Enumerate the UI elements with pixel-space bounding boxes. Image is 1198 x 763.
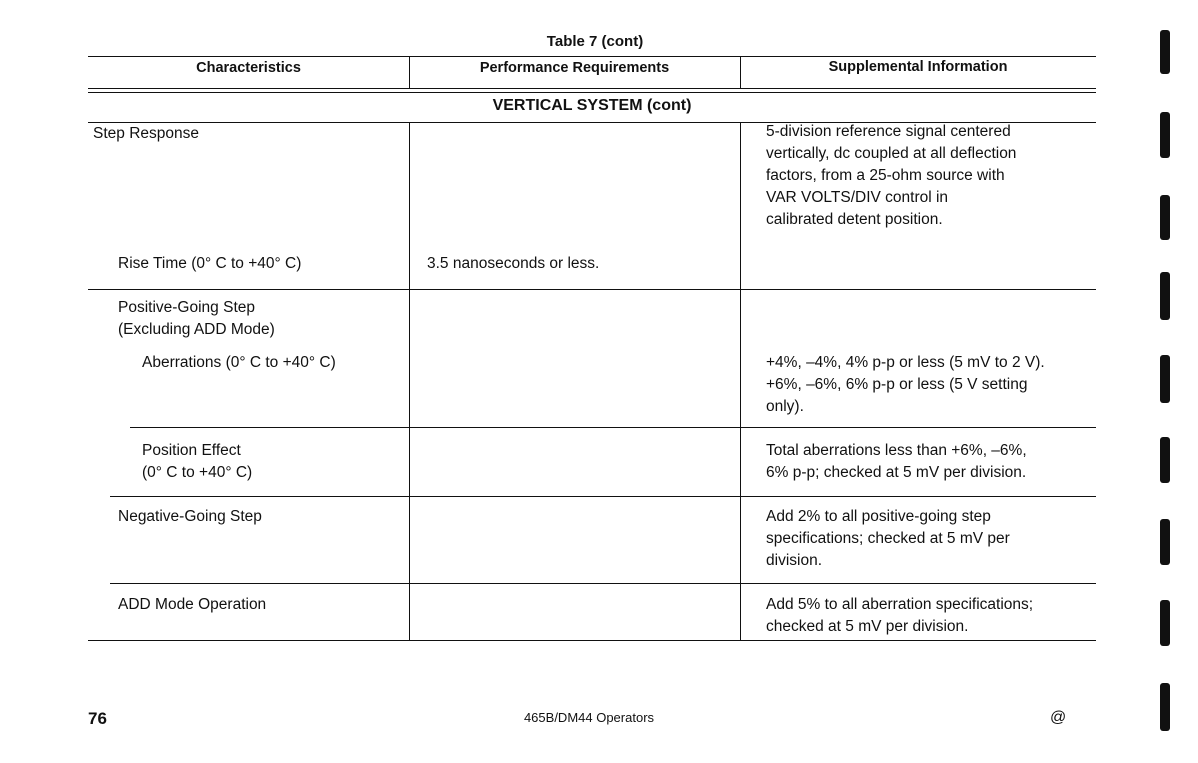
step-response-info-line-1: 5-division reference signal centered (766, 123, 1011, 140)
add-mode-label: ADD Mode Operation (118, 596, 267, 613)
add-mode-info-line-1: Add 5% to all aberration specifications; (766, 596, 1034, 613)
step-response-info-line-3: factors, from a 25-ohm source with (766, 167, 1005, 184)
binder-mark-icon (1160, 437, 1170, 483)
row-divider-4 (110, 583, 1096, 584)
step-response-info-line-4: VAR VOLTS/DIV control in (766, 189, 949, 206)
binder-mark-icon (1160, 112, 1170, 158)
position-effect-info-line-2: 6% p-p; checked at 5 mV per division. (766, 464, 1027, 481)
negative-step-info-line-1: Add 2% to all positive-going step (766, 508, 991, 525)
table-title: Table 7 (cont) (546, 33, 644, 50)
column-divider-1 (409, 122, 410, 641)
add-mode-info-line-2: checked at 5 mV per division. (766, 618, 969, 635)
position-effect-label-line-2: (0° C to +40° C) (142, 464, 253, 481)
rise-time-label: Rise Time (0° C to +40° C) (118, 255, 302, 272)
positive-step-label-line-1: Positive-Going Step (118, 299, 255, 316)
section-heading: VERTICAL SYSTEM (cont) (492, 97, 692, 114)
binder-mark-icon (1160, 272, 1170, 320)
binder-mark-icon (1160, 519, 1170, 565)
header-top-rule (88, 56, 1096, 57)
negative-step-label: Negative-Going Step (118, 508, 262, 525)
aberrations-info-line-3: only). (766, 398, 804, 415)
negative-step-info-line-3: division. (766, 552, 822, 569)
header-bottom-rule (88, 88, 1096, 89)
step-response-info-line-2: vertically, dc coupled at all deflection (766, 145, 1017, 162)
header-characteristics: Characteristics (196, 60, 301, 76)
row-divider-1 (88, 289, 1096, 290)
row-divider-2 (130, 427, 1096, 428)
binder-mark-icon (1160, 195, 1170, 240)
binder-mark-icon (1160, 355, 1170, 403)
aberrations-info-line-2: +6%, –6%, 6% p-p or less (5 V setting (766, 376, 1028, 393)
header-performance: Performance Requirements (479, 60, 670, 76)
column-divider-header-1 (409, 56, 410, 89)
negative-step-info-line-2: specifications; checked at 5 mV per (766, 530, 1010, 547)
page-number: 76 (88, 709, 107, 728)
header-bottom-rule-2 (88, 92, 1096, 93)
manual-title: 465B/DM44 Operators (523, 710, 655, 725)
step-response-label: Step Response (93, 125, 199, 142)
binder-mark-icon (1160, 30, 1170, 74)
binder-mark-icon (1160, 683, 1170, 731)
row-divider-3 (110, 496, 1096, 497)
position-effect-label-line-1: Position Effect (142, 442, 241, 459)
column-divider-2 (740, 122, 741, 641)
rise-time-requirement: 3.5 nanoseconds or less. (427, 255, 600, 272)
binder-mark-icon (1160, 600, 1170, 646)
publisher-logo-icon: @ (1050, 709, 1067, 726)
positive-step-label-line-2: (Excluding ADD Mode) (118, 321, 275, 338)
aberrations-info-line-1: +4%, –4%, 4% p-p or less (5 mV to 2 V). (766, 354, 1045, 371)
header-supplemental: Supplemental Information (828, 59, 1008, 75)
aberrations-label: Aberrations (0° C to +40° C) (142, 354, 336, 371)
column-divider-header-2 (740, 56, 741, 89)
table-bottom-rule (88, 640, 1096, 641)
step-response-info-line-5: calibrated detent position. (766, 211, 943, 228)
position-effect-info-line-1: Total aberrations less than +6%, –6%, (766, 442, 1027, 459)
